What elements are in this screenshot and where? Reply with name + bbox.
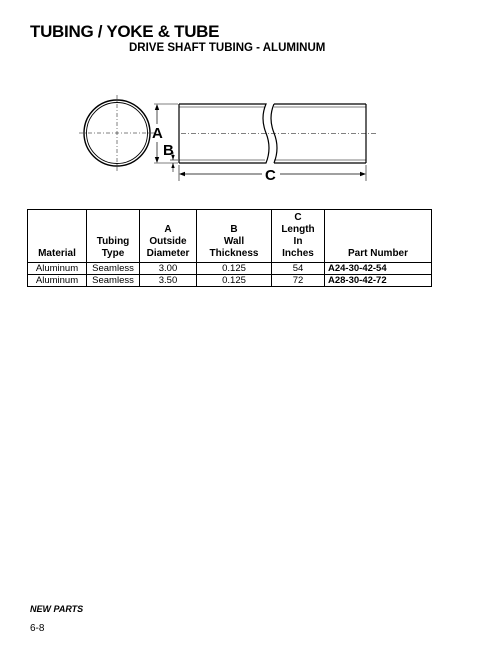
table-header-row — [28, 210, 432, 263]
header-tubing-type: Tubing Type — [87, 210, 140, 263]
table-row — [28, 275, 432, 287]
dimension-c — [179, 165, 366, 184]
header-length: C Length In Inches — [272, 210, 325, 263]
header-wall-thickness: B Wall Thickness — [197, 210, 272, 263]
cell-tubing-type: Seamless — [87, 263, 140, 275]
header-material: Material — [28, 210, 87, 263]
dimension-b-label: B — [163, 142, 174, 159]
cell-outside-diameter: 3.50 — [140, 275, 197, 287]
header-part-number: Part Number — [325, 210, 432, 263]
footer-section-label: NEW PARTS — [30, 604, 84, 614]
cell-wall-thickness: 0.125 — [197, 263, 272, 275]
cell-length: 54 — [272, 263, 325, 275]
header-outside-diameter: A Outside Diameter — [140, 210, 197, 263]
tube-diagram — [0, 0, 500, 200]
cell-outside-diameter: 3.00 — [140, 263, 197, 275]
cell-wall-thickness: 0.125 — [197, 275, 272, 287]
page-number: 6-8 — [30, 623, 45, 634]
dimension-c-label: C — [265, 167, 276, 184]
table-row — [28, 263, 432, 275]
cell-part-number: A28-30-42-72 — [325, 275, 432, 287]
cell-material: Aluminum — [28, 275, 87, 287]
tube-end-view — [79, 95, 155, 171]
page-title: TUBING / YOKE & TUBE — [30, 22, 220, 41]
tube-side-view — [179, 104, 376, 163]
cell-material: Aluminum — [28, 263, 87, 275]
dimension-a-label: A — [152, 125, 163, 142]
dimension-b — [163, 142, 178, 172]
cell-part-number: A24-30-42-54 — [325, 263, 432, 275]
page-subtitle: DRIVE SHAFT TUBING - ALUMINUM — [129, 42, 326, 54]
tubing-spec-table — [27, 209, 432, 287]
cell-tubing-type: Seamless — [87, 275, 140, 287]
cell-length: 72 — [272, 275, 325, 287]
